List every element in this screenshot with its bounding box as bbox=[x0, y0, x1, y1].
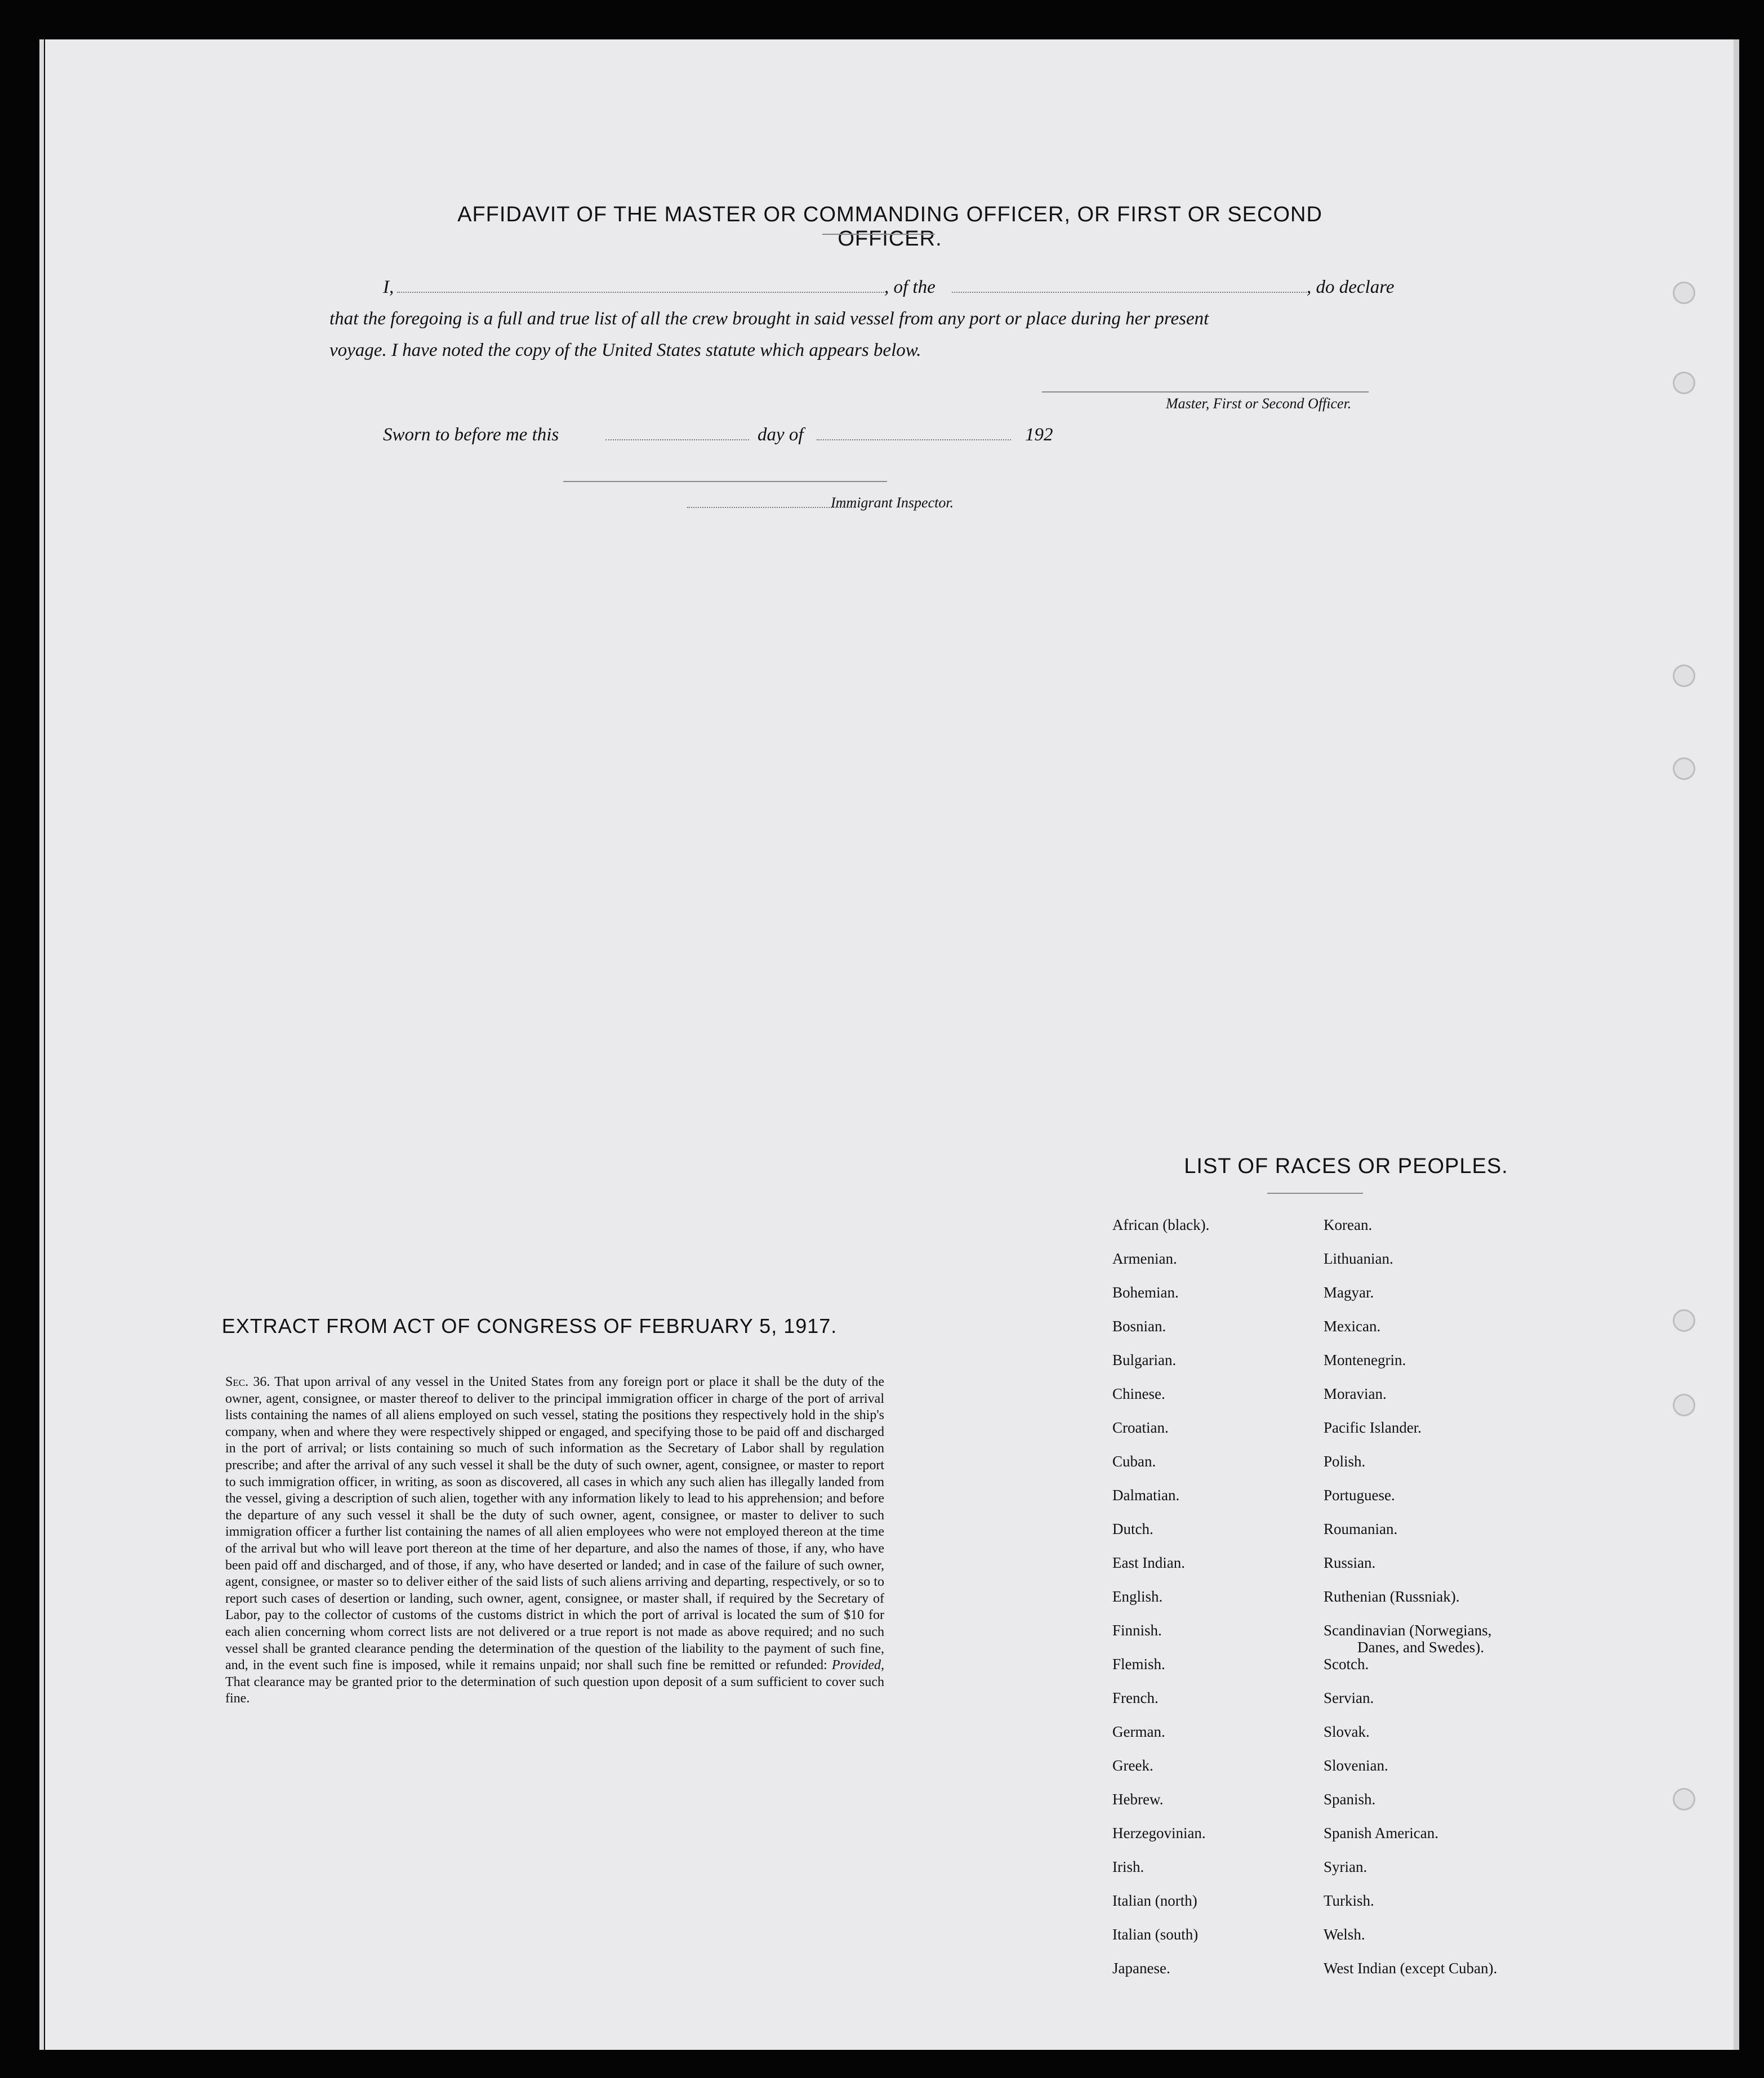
race-item: Portuguese. bbox=[1324, 1487, 1395, 1504]
race-item: East Indian. bbox=[1112, 1554, 1185, 1571]
binder-hole bbox=[1673, 1394, 1695, 1416]
race-item: Flemish. bbox=[1112, 1656, 1165, 1673]
race-item: Slovenian. bbox=[1324, 1757, 1388, 1774]
race-item: Cuban. bbox=[1112, 1453, 1156, 1470]
race-item: Chinese. bbox=[1112, 1385, 1165, 1402]
section-text-end: That clearance may be granted prior to the determination of such question upon deposit of a sum sufficient to cover such fine. bbox=[225, 1674, 884, 1706]
race-item: Montenegrin. bbox=[1324, 1352, 1406, 1368]
affidavit-of-the-label: , of the bbox=[884, 277, 936, 297]
binder-hole bbox=[1673, 757, 1695, 780]
vessel-name-field[interactable] bbox=[952, 292, 1307, 293]
race-item: Irish. bbox=[1112, 1858, 1144, 1875]
affidavit-title: AFFIDAVIT OF THE MASTER OR COMMANDING OFFICER, OR FIRST OR SECOND OFFICER. bbox=[457, 203, 1322, 251]
race-item: English. bbox=[1112, 1588, 1163, 1605]
race-item: Hebrew. bbox=[1112, 1791, 1164, 1808]
race-item: Roumanian. bbox=[1324, 1520, 1398, 1537]
race-item-continuation: Danes, and Swedes). bbox=[1357, 1639, 1484, 1656]
master-name-field[interactable] bbox=[397, 292, 884, 293]
inspector-signature-line[interactable] bbox=[563, 481, 887, 482]
race-item: Ruthenian (Russniak). bbox=[1324, 1588, 1460, 1605]
race-item: Bulgarian. bbox=[1112, 1352, 1177, 1368]
binder-hole bbox=[1673, 1309, 1695, 1332]
race-item: Greek. bbox=[1112, 1757, 1153, 1774]
race-item: Scotch. bbox=[1324, 1656, 1369, 1673]
title-rule bbox=[822, 234, 935, 235]
section-label: Sec. 36. bbox=[225, 1375, 270, 1389]
race-item: Dalmatian. bbox=[1112, 1487, 1180, 1504]
race-item: German. bbox=[1112, 1723, 1165, 1740]
races-title: LIST OF RACES OR PEOPLES. bbox=[1184, 1154, 1508, 1178]
race-item: West Indian (except Cuban). bbox=[1324, 1960, 1498, 1977]
race-item: Italian (south) bbox=[1112, 1926, 1199, 1943]
provided-word: Provided, bbox=[831, 1658, 884, 1673]
races-title-rule bbox=[1267, 1193, 1363, 1194]
race-item: Slovak. bbox=[1324, 1723, 1370, 1740]
race-item: Scandinavian (Norwegians, bbox=[1324, 1622, 1492, 1639]
affidavit-body-line1: that the foregoing is a full and true list of all the crew brought in said vessel from any port or place during her present bbox=[329, 309, 1209, 329]
inspector-caption: Immigrant Inspector. bbox=[831, 494, 954, 511]
binder-hole bbox=[1673, 282, 1695, 304]
race-item: Dutch. bbox=[1112, 1520, 1153, 1537]
affidavit-do-declare: , do declare bbox=[1307, 277, 1395, 297]
affidavit-body-line2: voyage. I have noted the copy of the United States statute which appears below. bbox=[329, 340, 921, 360]
document-page bbox=[45, 39, 1739, 2050]
affidavit-i-label: I, bbox=[383, 277, 394, 297]
signature-line[interactable] bbox=[1042, 391, 1369, 393]
year-prefix: 192 bbox=[1025, 425, 1053, 445]
race-item: Japanese. bbox=[1112, 1960, 1170, 1977]
race-item: African (black). bbox=[1112, 1216, 1210, 1233]
day-of-label: day of bbox=[758, 425, 804, 445]
sworn-month-field[interactable] bbox=[817, 439, 1011, 440]
race-item: French. bbox=[1112, 1689, 1159, 1706]
binder-hole bbox=[1673, 665, 1695, 687]
race-item: Herzegovinian. bbox=[1112, 1825, 1206, 1841]
binder-hole bbox=[1673, 1788, 1695, 1811]
race-item: Turkish. bbox=[1324, 1892, 1374, 1909]
binder-hole bbox=[1673, 372, 1695, 394]
race-item: Lithuanian. bbox=[1324, 1250, 1393, 1267]
sworn-day-field[interactable] bbox=[605, 439, 749, 440]
race-item: Servian. bbox=[1324, 1689, 1374, 1706]
section-text: That upon arrival of any vessel in the United States from any foreign port or place it shall be the duty of the owner, agent, consignee, or master thereof to deliver to the principal immigration officer in charge of the port of arrival lists containing the names of all aliens employed on such vessel, stating the positions they respectively hold in the ship's company, when and where they were respectively shipped or engaged, and specifying those to be paid off and discharged in the port of arrival; or lists containing so much of such information as the Secretary of Labor shall by regulation prescribe; and after the arrival of any such vessel it shall be the duty of such owner, agent, consignee, or master to report to such immigration officer, in writing, as soon as discovered, all cases in which any such alien has illegally landed from the vessel, giving a description of such alien, together with any information likely to lead to his apprehension; and before the departure of any such vessel it shall be the duty of such owner, agent, consignee, or master to deliver to such immigration officer a further list containing the names of all alien employees who were not employed thereon at the time of the arrival but who will leave port thereon at the time of her departure, and also the names of those, if any, who have been paid off and discharged, and of those, if any, who have deserted or landed; and in case of the failure of such owner, agent, consignee, or master so to deliver either of the said lists of such aliens arriving and departing, respectively, or so to report such cases of desertion or landing, such owner, agent, consignee, or master shall, if required by the Secretary of Labor, pay to the collector of customs of the customs district in which the port of arrival is located the sum of $10 for each alien concerning whom correct lists are not delivered or a true report is not made as above required; and no such vessel shall be granted clearance pending the determination of the question of the liability to the payment of such fine, and, in the event such fine is imposed, while it remains unpaid; nor shall such fine be remitted or refunded: bbox=[225, 1375, 885, 1673]
race-item: Moravian. bbox=[1324, 1385, 1387, 1402]
race-item: Polish. bbox=[1324, 1453, 1366, 1470]
race-item: Finnish. bbox=[1112, 1622, 1162, 1639]
race-item: Mexican. bbox=[1324, 1318, 1381, 1335]
sworn-label: Sworn to before me this bbox=[383, 425, 559, 445]
signature-caption: Master, First or Second Officer. bbox=[1166, 395, 1352, 412]
race-item: Armenian. bbox=[1112, 1250, 1177, 1267]
race-item: Spanish. bbox=[1324, 1791, 1376, 1808]
extract-section-36 bbox=[225, 1374, 884, 1707]
race-item: Welsh. bbox=[1324, 1926, 1365, 1943]
race-item: Syrian. bbox=[1324, 1858, 1367, 1875]
race-item: Magyar. bbox=[1324, 1284, 1374, 1301]
race-item: Bohemian. bbox=[1112, 1284, 1179, 1301]
race-item: Russian. bbox=[1324, 1554, 1376, 1571]
race-item: Croatian. bbox=[1112, 1419, 1169, 1436]
race-item: Korean. bbox=[1324, 1216, 1373, 1233]
extract-title: EXTRACT FROM ACT OF CONGRESS OF FEBRUARY 5, 1917. bbox=[221, 1314, 838, 1337]
race-item: Spanish American. bbox=[1324, 1825, 1438, 1841]
race-item: Bosnian. bbox=[1112, 1318, 1166, 1335]
page-edge-left bbox=[39, 39, 44, 2050]
race-item: Pacific Islander. bbox=[1324, 1419, 1422, 1436]
race-item: Italian (north) bbox=[1112, 1892, 1197, 1909]
